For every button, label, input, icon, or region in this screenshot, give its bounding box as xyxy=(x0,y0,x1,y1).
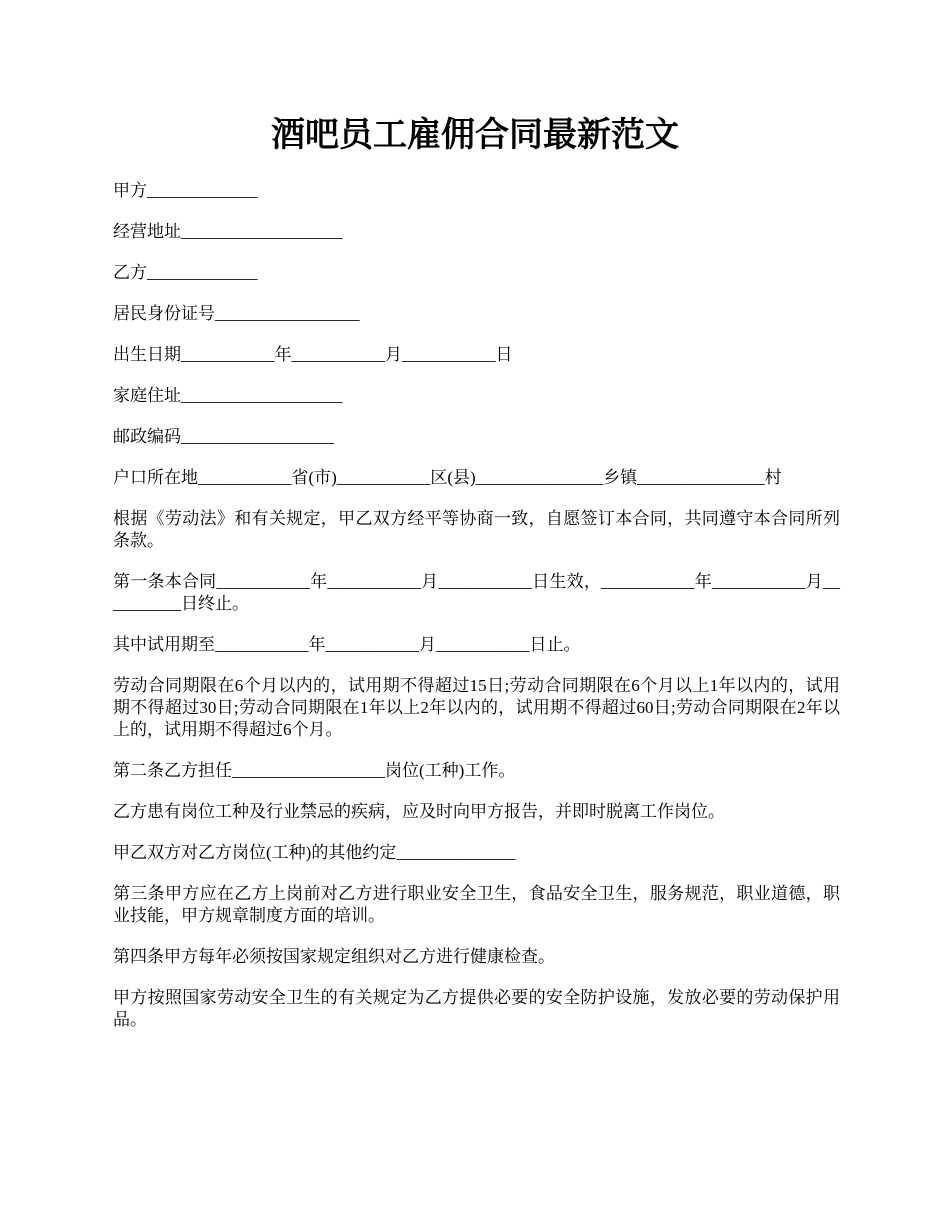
preamble-paragraph: 根据《劳动法》和有关规定，甲乙双方经平等协商一致，自愿签订本合同，共同遵守本合同所列条款。 xyxy=(113,509,840,550)
birth-date-field: 出生日期___________年___________月___________日 xyxy=(113,345,513,364)
article-1-term: 第一条本合同___________年___________月___________日生效，___________年___________月__________日终止。 xyxy=(113,572,840,613)
household-registration-field: 户口所在地___________省(市)___________区(县)_______________乡镇_______________村 xyxy=(113,468,782,487)
id-number-field: 居民身份证号_________________ xyxy=(113,304,360,323)
party-a-field: 甲方_____________ xyxy=(113,181,258,200)
other-position-terms: 甲乙双方对乙方岗位(工种)的其他约定______________ xyxy=(113,843,516,862)
document-body xyxy=(113,180,840,1050)
disease-report-clause: 乙方患有岗位工种及行业禁忌的疾病，应及时向甲方报告，并即时脱离工作岗位。 xyxy=(113,802,725,821)
probation-period: 其中试用期至___________年___________月___________日止。 xyxy=(113,635,581,654)
postal-code-field: 邮政编码__________________ xyxy=(113,427,334,446)
home-address-field: 家庭住址___________________ xyxy=(113,386,343,405)
document-title: 酒吧员工雇佣合同最新范文 xyxy=(271,117,679,154)
business-address-field: 经营地址___________________ xyxy=(113,222,343,241)
article-3-training: 第三条甲方应在乙方上岗前对乙方进行职业安全卫生，食品安全卫生，服务规范，职业道德，职业技能，甲方规章制度方面的培训。 xyxy=(113,884,840,925)
safety-equipment-clause: 甲方按照国家劳动安全卫生的有关规定为乙方提供必要的安全防护设施，发放必要的劳动保护用品。 xyxy=(113,988,840,1029)
article-2-position: 第二条乙方担任__________________岗位(工种)工作。 xyxy=(113,761,516,780)
party-b-field: 乙方_____________ xyxy=(113,263,258,282)
article-4-health-check: 第四条甲方每年必须按国家规定组织对乙方进行健康检查。 xyxy=(113,947,555,966)
probation-rules: 劳动合同期限在6个月以内的，试用期不得超过15日;劳动合同期限在6个月以上1年以内的，试用期不得超过30日;劳动合同期限在1年以上2年以内的，试用期不得超过60日;劳动合同期限在2年以上的，试用期不得超过6个月。 xyxy=(113,676,840,739)
